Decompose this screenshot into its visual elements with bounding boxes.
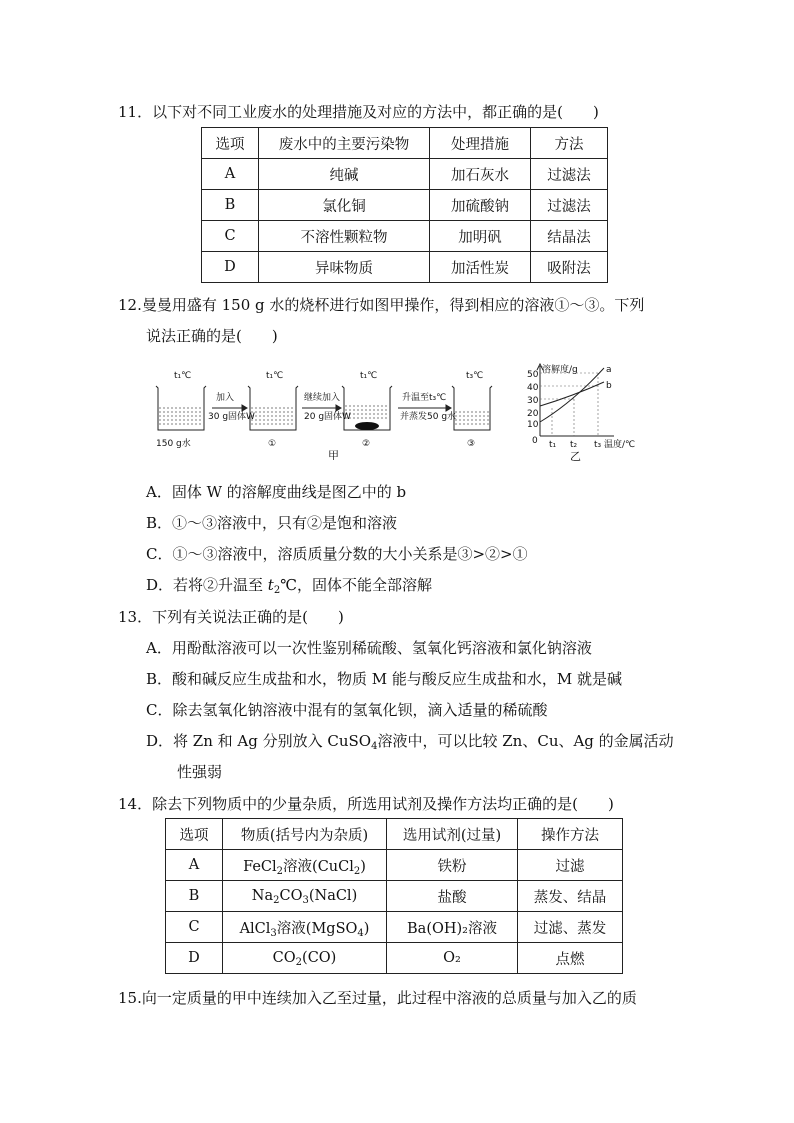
q12-option-d: D．若将②升温至 $t_2℃$，固体不能全部溶解 xyxy=(146,576,432,596)
beaker-label: ② xyxy=(362,439,371,449)
table-row xyxy=(202,221,608,252)
beaker-label: 150 g水 xyxy=(156,439,191,449)
y-tick: 10 xyxy=(527,420,539,430)
table-cell: 纯碱 xyxy=(259,159,430,190)
y-tick: 40 xyxy=(527,383,539,393)
temp-label: t₃℃ xyxy=(466,371,484,381)
y-tick: 20 xyxy=(527,409,539,419)
q14-table xyxy=(165,818,623,974)
table-header: 选项 xyxy=(166,819,223,850)
arrow-label: 升温至t₃℃ xyxy=(402,393,447,403)
x-tick: t₃ xyxy=(594,440,602,450)
arrow-label: 并蒸发50 g水 xyxy=(400,412,457,422)
q14-stem: 14．除去下列物质中的少量杂质，所选用试剂及操作方法均正确的是( ) xyxy=(118,795,614,813)
table-header: 方法 xyxy=(531,128,608,159)
figure-caption: 乙 xyxy=(570,450,581,462)
table-cell: $Na_2CO_3(NaCl)$ xyxy=(223,881,387,912)
arrow-label: 20 g固体W xyxy=(304,412,351,422)
table-header: 操作方法 xyxy=(518,819,623,850)
q13-option-d-cont: 性强弱 xyxy=(177,763,223,781)
table-header: 选项 xyxy=(202,128,259,159)
table-header-row xyxy=(202,128,608,159)
table-cell: C xyxy=(202,221,259,252)
q13-option-d: D．将 Zn 和 Ag 分别放入 CuSO$_4$溶液中，可以比较 Zn、Cu、Ag 的金属活动 xyxy=(146,732,674,752)
undissolved-solid xyxy=(355,422,379,430)
table-cell: 蒸发、结晶 xyxy=(518,881,623,912)
arrow-label: 30 g固体W xyxy=(208,412,255,422)
table-row xyxy=(166,943,623,974)
table-header-row xyxy=(166,819,623,850)
table-cell: D xyxy=(166,943,223,974)
curve-b xyxy=(540,382,604,406)
curve-label-b: b xyxy=(606,381,612,391)
table-cell: C xyxy=(166,912,223,943)
table-cell: 加明矾 xyxy=(430,221,531,252)
q12-stem-line2: 说法正确的是( ) xyxy=(146,327,278,345)
table-cell: FeCl$_2$溶液(CuCl$_2$) xyxy=(223,850,387,881)
q13-option-b: B．酸和碱反应生成盐和水，物质 M 能与酸反应生成盐和水，M 就是碱 xyxy=(146,670,623,688)
table-header: 废水中的主要污染物 xyxy=(259,128,430,159)
table-cell: A xyxy=(202,159,259,190)
figure-yi-solubility-curve xyxy=(518,362,648,462)
table-cell: 铁粉 xyxy=(387,850,518,881)
table-row xyxy=(166,881,623,912)
table-cell: 加石灰水 xyxy=(430,159,531,190)
x-tick: t₂ xyxy=(570,440,578,450)
q13-option-a: A．用酚酞溶液可以一次性鉴别稀硫酸、氢氧化钙溶液和氯化钠溶液 xyxy=(146,639,592,657)
y-tick: 30 xyxy=(527,396,539,406)
beaker-label: ③ xyxy=(467,439,476,449)
table-cell: 过滤、蒸发 xyxy=(518,912,623,943)
table-cell: A xyxy=(166,850,223,881)
temp-label: t₁℃ xyxy=(174,371,192,381)
table-cell: 盐酸 xyxy=(387,881,518,912)
figure-jia-beakers xyxy=(150,360,500,460)
q12-option-c: C．①～③溶液中，溶质质量分数的大小关系是③>②>① xyxy=(146,545,528,563)
arrow-label: 继续加入 xyxy=(304,393,341,403)
origin-label: 0 xyxy=(532,436,538,446)
x-axis-label: 温度/℃ xyxy=(604,440,636,450)
y-tick: 50 xyxy=(527,370,539,380)
table-cell: B xyxy=(166,881,223,912)
table-cell: 异味物质 xyxy=(259,252,430,283)
table-cell: 氯化铜 xyxy=(259,190,430,221)
table-row xyxy=(166,912,623,943)
table-cell: Ba(OH)₂溶液 xyxy=(387,912,518,943)
q15-stem: 15.向一定质量的甲中连续加入乙至过量，此过程中溶液的总质量与加入乙的质 xyxy=(118,989,637,1007)
x-tick: t₁ xyxy=(549,440,557,450)
temp-label: t₁℃ xyxy=(360,371,378,381)
table-header: 处理措施 xyxy=(430,128,531,159)
beaker-3 xyxy=(452,386,492,430)
table-header: 物质(括号内为杂质) xyxy=(223,819,387,850)
q12-option-b: B．①～③溶液中，只有②是饱和溶液 xyxy=(146,514,398,532)
table-cell: B xyxy=(202,190,259,221)
table-cell: D xyxy=(202,252,259,283)
table-cell: 不溶性颗粒物 xyxy=(259,221,430,252)
table-cell: 点燃 xyxy=(518,943,623,974)
table-cell: 结晶法 xyxy=(531,221,608,252)
temp-label: t₁℃ xyxy=(266,371,284,381)
table-row xyxy=(166,850,623,881)
table-row xyxy=(202,159,608,190)
y-axis-label: 溶解度/g xyxy=(542,365,578,375)
table-cell: 吸附法 xyxy=(531,252,608,283)
table-cell: AlCl$_3$溶液(MgSO$_4$) xyxy=(223,912,387,943)
figure-caption: 甲 xyxy=(328,449,339,460)
table-row xyxy=(202,252,608,283)
beaker-label: ① xyxy=(268,439,277,449)
q11-stem: 11．以下对不同工业废水的处理措施及对应的方法中，都正确的是( ) xyxy=(118,103,599,121)
q13-option-c: C．除去氢氧化钠溶液中混有的氢氧化钡，滴入适量的稀硫酸 xyxy=(146,701,548,719)
table-cell: 过滤法 xyxy=(531,159,608,190)
table-cell: 过滤 xyxy=(518,850,623,881)
q12-option-a: A．固体 W 的溶解度曲线是图乙中的 b xyxy=(146,483,407,501)
arrow-label: 加入 xyxy=(216,393,235,403)
table-cell: 过滤法 xyxy=(531,190,608,221)
table-cell: 加活性炭 xyxy=(430,252,531,283)
table-cell: O₂ xyxy=(387,943,518,974)
table-cell: 加硫酸钠 xyxy=(430,190,531,221)
table-row xyxy=(202,190,608,221)
table-header: 选用试剂(过量) xyxy=(387,819,518,850)
curve-label-a: a xyxy=(606,365,612,375)
q12-stem-line1: 12.曼曼用盛有 150 g 水的烧杯进行如图甲操作，得到相应的溶液①～③。下列 xyxy=(118,296,645,314)
q13-stem: 13．下列有关说法正确的是( ) xyxy=(118,608,344,626)
table-cell: $CO_2(CO)$ xyxy=(223,943,387,974)
q11-table xyxy=(201,127,608,283)
